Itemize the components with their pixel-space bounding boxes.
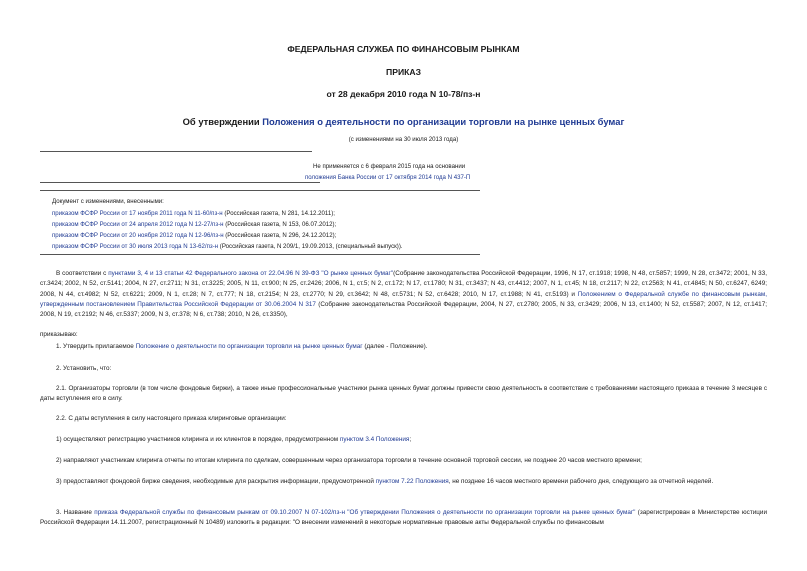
point-7-22-link[interactable]: пунктом 7.22 Положения <box>375 478 449 485</box>
amendment-item <box>52 243 403 250</box>
clause-text: 2.1. Организаторы торговли (в том числе фондовые биржи), а также иные профессиональные участники рынка ценных бумаг должны привести свою деятельность в соответствие с требованиями настоящего приказа в течение 3 месяцев с даты вступления его в силу. <box>40 385 767 403</box>
clause-text: 1) осуществляют регистрацию участников клиринга и их клиентов в порядке, предусмотренном <box>56 436 340 443</box>
amendment-item <box>52 210 335 217</box>
divider-line <box>40 151 312 152</box>
clause-text: ; <box>409 436 412 443</box>
divider-line <box>40 254 480 255</box>
amendment-source: (Российская газета, N 296, 24.12.2012); <box>223 232 337 239</box>
fsfr-regulation-link[interactable]: Положением о Федеральной службе по финансовым рынкам, утвержденным постановлением Правительства Российской Федерации от 30.06.2004 N 317 <box>40 290 768 308</box>
not-applied-text: Не применяется с 6 февраля 2015 года на основании <box>313 163 466 170</box>
amendment-link[interactable]: приказом ФСФР России от 24 апреля 2012 года N 12-27/пз-н <box>52 221 224 228</box>
clause-text: 2.2. С даты вступления в силу настоящего приказа клиринговые организации: <box>56 415 287 422</box>
amendment-source: (Российская газета, N 153, 06.07.2012); <box>223 221 337 228</box>
clause-1 <box>40 343 428 350</box>
divider-line <box>40 190 480 191</box>
divider-line <box>40 182 320 183</box>
date-number-heading: от 28 декабря 2010 года N 10-78/пз-н <box>326 89 481 99</box>
clause-2-1 <box>40 384 767 405</box>
amendment-link[interactable]: приказом ФСФР России от 17 ноября 2011 года N 11-60/пз-н <box>52 210 223 217</box>
clause-text: , не позднее 16 часов местного времени рабочего дня, следующего за отчетной неделей. <box>448 478 714 485</box>
amendment-link[interactable]: приказом ФСФР России от 20 ноября 2012 года N 12-96/пз-н <box>52 232 224 239</box>
preamble-text: (Собрание законодательства Российской Федерации, 1996, N 17, ст.1918; 1998, N 48, ст.5857; 1999, N 28, ст.3472; 2001, N 33, ст.3424; 2002, N 52, ст.5141; 2004, N 27, ст.2711; N 31, ст.3225; 2005, N 11, ст.900; N 25, ст.2426; 2006, N 1, ст.5; N 2, ст.172; N 17, ст.1780; N 31, ст.3437; N 43, ст.4412; 2007, N 1, ст.45; N 18, ст.2117; N 22, ст.2563; N 41, ст.4845; N 50, ст.6247, 6249; 2008, N 44, ст.4982; N 52, ст.6221; 2009, N 1, ст.28; N 7, ст.777; N 18, ст.2154; N 23, ст.2770; N 29, ст.3642; N 48, ст.5731; N 52, ст.6428; 2010, N 17, ст.1988; N 41, ст.5193) и <box>40 270 767 298</box>
amendment-item <box>52 232 336 239</box>
not-applied-link[interactable]: положения Банка России от 17 октября 2014 года N 437-П <box>305 174 471 181</box>
regulation-link[interactable]: Положение о деятельности по организации торговли на рынке ценных бумаг <box>135 343 363 350</box>
amendment-item <box>52 221 336 228</box>
point-3-4-link[interactable]: пунктом 3.4 Положения <box>339 436 410 443</box>
clause-2-2-3 <box>40 477 767 487</box>
amendment-source: (Российская газета, N 281, 14.12.2011); <box>222 210 335 217</box>
clause-text: (зарегистрирован в Министерстве юстиции Российской Федерации 14.11.2007, регистрационный N 10489) изложить в редакции: "О внесении изменений в некоторые нормативные правовые акты Федеральной службы по финансовым <box>40 509 768 527</box>
preamble-text: В соответствии с <box>56 270 109 277</box>
clause-text: 2. Установить, что: <box>56 365 112 372</box>
federal-law-link[interactable]: пунктами 3, 4 и 13 статьи 42 Федерального закона от 22.04.96 N 39-ФЗ "О рынке ценных бумаг" <box>108 270 394 277</box>
doc-type-heading: ПРИКАЗ <box>386 67 421 77</box>
amendment-source: (Российская газета, N 209/1, 19.09.2013, (специальный выпуск)). <box>218 243 403 250</box>
clause-text: 3) предоставляют фондовой бирже сведения, необходимые для раскрытия информации, предусмотренной <box>56 478 376 485</box>
preamble-text: (Собрание законодательства Российской Федерации, 2004, N 27, ст.2780; 2005, N 33, ст.3429; 2006, N 13, ст.1400; N 52, ст.5587; 2007, N 12, ст.1417; 2008, N 19, ст.2192; N 46, ст.5337; 2009, N 3, ст.378; N 6, ст.738; 2010, N 26, ст.3350), <box>40 300 768 319</box>
clause-2 <box>40 365 111 372</box>
clause-2-2 <box>40 415 287 422</box>
clause-text: 2) направляют участникам клиринга отчеты по итогам клиринга по сделкам, совершенным через организатора торговли в течение основной торговой сессии, не позднее 20 часов местного времени; <box>56 457 642 464</box>
clause-text: (далее - Положение). <box>362 343 428 350</box>
clause-2-2-2 <box>40 457 642 464</box>
prikazyvayu-text: приказываю: <box>40 331 78 338</box>
clause-2-2-1 <box>40 436 411 443</box>
document-title <box>0 116 807 127</box>
clause-text: 3. Название <box>56 509 95 516</box>
order-2007-link[interactable]: приказа Федеральной службы по финансовым рынкам от 09.10.2007 N 07-102/пз-н "Об утверждении Положения о деятельности по организации торговли на рынке ценных бумаг" <box>94 509 636 516</box>
clause-3 <box>40 508 767 529</box>
title-prefix: Об утверждении <box>182 116 263 127</box>
amendment-link[interactable]: приказом ФСФР России от 30 июля 2013 года N 13-62/пз-н <box>52 243 219 250</box>
title-regulation-link[interactable]: Положения о деятельности по организации торговли на рынке ценных бумаг <box>262 116 625 127</box>
changes-note: (с изменениями на 30 июля 2013 года) <box>348 136 459 143</box>
amendments-heading: Документ с изменениями, внесенными: <box>52 198 164 205</box>
agency-heading: ФЕДЕРАЛЬНАЯ СЛУЖБА ПО ФИНАНСОВЫМ РЫНКАМ <box>287 44 520 54</box>
preamble-paragraph <box>40 269 767 320</box>
clause-text: 1. Утвердить прилагаемое <box>56 343 136 350</box>
